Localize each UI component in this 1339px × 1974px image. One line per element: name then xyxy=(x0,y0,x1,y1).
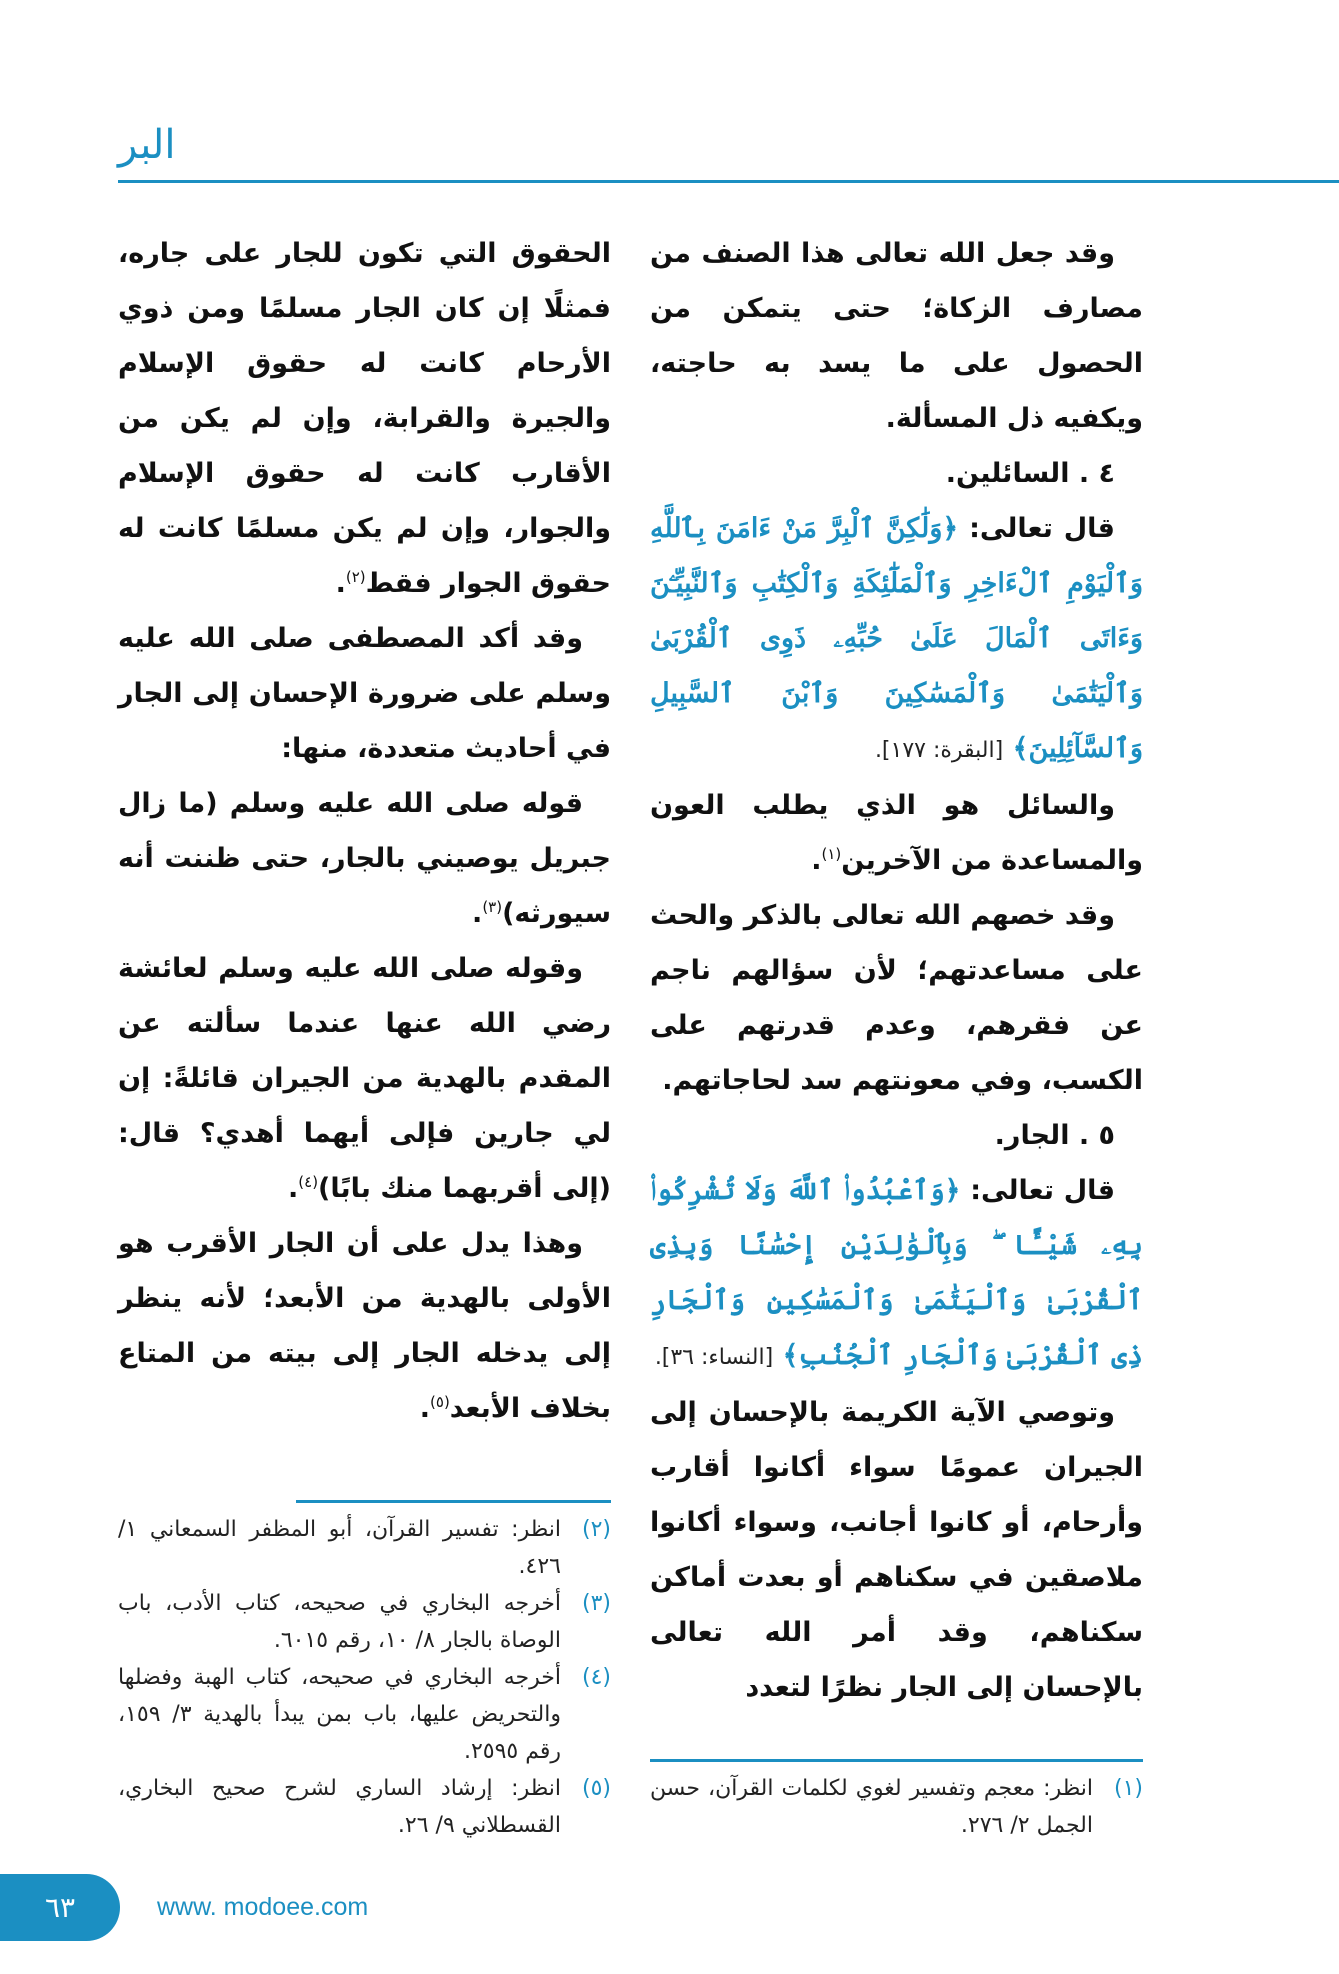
paragraph: وهذا يدل على أن الجار الأقرب هو الأولى بالهدية من الأبعد؛ لأنه ينظر إلى يدخله الجار إلى بيته من المتاع بخلاف الأبعد$^{(٥)}$. xyxy=(118,1228,611,1424)
paragraph: الحقوق التي تكون للجار على جاره، فمثلًا إن كان الجار مسلمًا ومن ذوي الأرحام كانت له حقوق الإسلام والجيرة والقرابة، وإن لم يكن من الأقارب كانت له حقوق الإسلام والجوار، وإن لم يكن مسلمًا كانت له حقوق الجوار فقط$^{(٢)}$. xyxy=(118,238,611,599)
paragraph: وقوله صلى الله عليه وسلم لعائشة رضي الله عنها عندما سألته عن المقدم بالهدية من الجيران قائلةً: إن لي جارين فإلى أيهما أهدي؟ قال: (إلى أقربهما منك بابًا)$^{(٤)}$. xyxy=(118,953,611,1204)
quran-verse: ﴿وَٱعْبُدُوا۟ ٱللَّهَ وَلَا تُشْرِكُوا۟ بِهِۦ شَيْـًٔا ۖ وَبِٱلْوَٰلِدَيْنِ إِحْسَٰنًا وَبِذِى ٱلْقُرْبَىٰ وَٱلْيَتَٰمَىٰ وَٱلْمَسَٰكِينِ وَٱلْجَارِ ذِى ٱلْقُرْبَىٰ وَٱلْجَارِ ٱلْجُنُبِ﴾ xyxy=(650,1175,1143,1371)
section-heading: ٤ . السائلين. xyxy=(945,458,1115,489)
verse-reference: [البقرة: ١٧٧]. xyxy=(874,738,1004,763)
section-heading: ٥ . الجار. xyxy=(994,1120,1115,1151)
verse-reference: [النساء: ٣٦]. xyxy=(654,1345,774,1370)
paragraph: وقد جعل الله تعالى هذا الصنف من مصارف الزكاة؛ حتى يتمكن من الحصول على ما يسد به حاجته، ويكفيه ذل المسألة. xyxy=(650,238,1143,434)
footnote: (٤) أخرجه البخاري في صحيحه، كتاب الهبة وفضلها والتحريض عليها، باب بمن يبدأ بالهدية ٣/ ١٥٩، رقم ٢٥٩٥. xyxy=(118,1665,611,1764)
footnotes-left-block xyxy=(118,1476,611,1844)
paragraph: وتوصي الآية الكريمة بالإحسان إلى الجيران عمومًا سواء أكانوا أقارب وأرحام، أو كانوا أجانب، وسواء أكانوا ملاصقين في سكناهم أو بعدت أماكن سكناهم، وقد أمر الله تعالى بالإحسان إلى الجار نظرًا لتعدد xyxy=(650,1397,1143,1703)
paragraph: وقد خصهم الله تعالى بالذكر والحث على مساعدتهم؛ لأن سؤالهم ناجم عن فقرهم، وعدم قدرتهم على الكسب، وفي معونتهم سد لحاجاتهم. xyxy=(650,900,1143,1096)
right-column xyxy=(650,226,1143,1844)
hadith-paragraph: قوله صلى الله عليه وسلم (ما زال جبريل يوصيني بالجار، حتى ظننت أنه سيورثه)$^{(٣)}$. xyxy=(118,788,611,929)
page-header xyxy=(0,0,1339,226)
footnote: (٣) أخرجه البخاري في صحيحه، كتاب الأدب، باب الوصاة بالجار ٨/ ١٠، رقم ٦٠١٥. xyxy=(118,1591,611,1653)
running-header-title: البر xyxy=(118,122,176,168)
right-column-body xyxy=(650,226,1143,1715)
footnote-divider xyxy=(296,1500,611,1503)
paragraph: والسائل هو الذي يطلب العون والمساعدة من الآخرين$^{(١)}$. xyxy=(650,790,1143,876)
paragraph: وقد أكد المصطفى صلى الله عليه وسلم على ضرورة الإحسان إلى الجار في أحاديث متعددة، منها: xyxy=(118,623,611,764)
footnote: (١) انظر: معجم وتفسير لغوي لكلمات القرآن، حسن الجمل ٢/ ٢٧٦. xyxy=(650,1776,1143,1838)
left-column xyxy=(118,226,611,1844)
footnote-marker: (٢) xyxy=(345,568,366,586)
footnote-marker: (٤) xyxy=(298,1173,319,1191)
footnotes-right xyxy=(650,1770,1143,1844)
page-columns xyxy=(118,226,1143,1844)
footnote-marker: (٥) xyxy=(430,1393,450,1411)
left-column-body xyxy=(118,226,611,1436)
footnote: (٥) انظر: إرشاد الساري لشرح صحيح البخاري، القسطلاني ٩/ ٢٦. xyxy=(118,1776,611,1838)
footnote-marker: (١) xyxy=(821,845,842,863)
footnote-divider xyxy=(650,1759,1143,1762)
footnote-marker: (٣) xyxy=(482,898,503,916)
header-divider xyxy=(118,180,1339,183)
footnotes-right-block xyxy=(650,1735,1143,1844)
footnotes-left xyxy=(118,1511,611,1844)
quran-verse: ﴿وَلَٰكِنَّ ٱلْبِرَّ مَنْ ءَامَنَ بِٱللَّهِ وَٱلْيَوْمِ ٱلْءَاخِرِ وَٱلْمَلَٰٓئِكَةِ وَٱلْكِتَٰبِ وَٱلنَّبِيِّـۧنَ وَءَاتَى ٱلْمَالَ عَلَىٰ حُبِّهِۦ ذَوِى ٱلْقُرْبَىٰ وَٱلْيَتَٰمَىٰ وَٱلْمَسَٰكِينَ وَٱبْنَ ٱلسَّبِيلِ وَٱلسَّآئِلِينَ﴾ xyxy=(650,513,1143,764)
website-url: www. modoee.com xyxy=(157,1893,369,1921)
page-number: ٦٣ xyxy=(0,1874,120,1941)
page-footer xyxy=(0,1864,1339,1974)
quran-quote: قال تعالى: ﴿وَٱعْبُدُوا۟ ٱللَّهَ وَلَا تُشْرِكُوا۟ بِهِۦ شَيْـًٔا ۖ وَبِٱلْوَٰلِدَيْنِ إِحْسَٰنًا وَبِذِى ٱلْقُرْبَىٰ وَٱلْيَتَٰمَىٰ وَٱلْمَسَٰكِينِ وَٱلْجَارِ ذِى ٱلْقُرْبَىٰ وَٱلْجَارِ ٱلْجُنُبِ﴾ [النساء: ٣٦]. xyxy=(650,1175,1143,1371)
quran-quote: قال تعالى: ﴿وَلَٰكِنَّ ٱلْبِرَّ مَنْ ءَامَنَ بِٱللَّهِ وَٱلْيَوْمِ ٱلْءَاخِرِ وَٱلْمَلَٰٓئِكَةِ وَٱلْكِتَٰبِ وَٱلنَّبِيِّـۧنَ وَءَاتَى ٱلْمَالَ عَلَىٰ حُبِّهِۦ ذَوِى ٱلْقُرْبَىٰ وَٱلْيَتَٰمَىٰ وَٱلْمَسَٰكِينَ وَٱبْنَ ٱلسَّبِيلِ وَٱلسَّآئِلِينَ﴾ [البقرة: ١٧٧]. xyxy=(650,513,1143,764)
footnote: (٢) انظر: تفسير القرآن، أبو المظفر السمعاني ١/ ٤٢٦. xyxy=(118,1517,611,1579)
